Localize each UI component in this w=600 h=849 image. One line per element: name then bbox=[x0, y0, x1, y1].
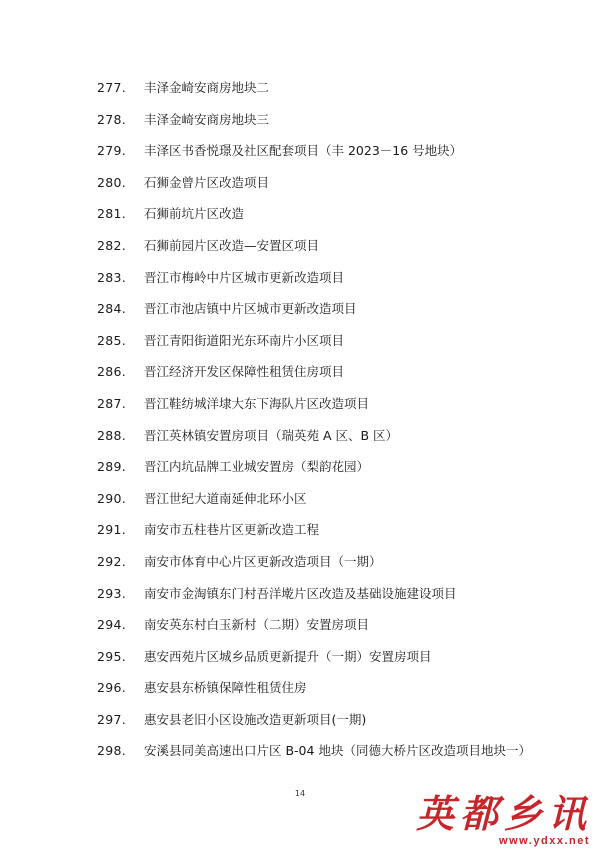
list-item bbox=[0, 173, 600, 205]
item-text: 丰泽区书香悦璟及社区配套项目（丰 2023－16 号地块） bbox=[144, 143, 463, 159]
list-item bbox=[0, 110, 600, 142]
list-item bbox=[0, 362, 600, 394]
item-text: 晋江青阳街道阳光东环南片小区项目 bbox=[144, 332, 345, 348]
item-text: 惠安西苑片区城乡品质更新提升（一期）安置房项目 bbox=[144, 648, 432, 664]
project-list bbox=[0, 78, 600, 773]
item-number: 286. bbox=[97, 364, 127, 380]
item-number: 285. bbox=[97, 332, 127, 348]
item-number: 280. bbox=[97, 174, 127, 190]
item-text: 石狮前坑片区改造 bbox=[144, 206, 245, 222]
item-number: 295. bbox=[97, 648, 127, 664]
list-item bbox=[0, 457, 600, 489]
list-item bbox=[0, 299, 600, 331]
list-item bbox=[0, 678, 600, 710]
list-item bbox=[0, 78, 600, 110]
item-text: 石狮前园片区改造—安置区项目 bbox=[144, 237, 320, 253]
item-number: 287. bbox=[97, 395, 127, 411]
item-text: 丰泽金崎安商房地块三 bbox=[144, 111, 270, 127]
page-number: 14 bbox=[294, 789, 306, 798]
list-item bbox=[0, 141, 600, 173]
item-number: 291. bbox=[97, 522, 127, 538]
item-number: 282. bbox=[97, 237, 127, 253]
item-number: 279. bbox=[97, 143, 127, 159]
item-text: 惠安县东桥镇保障性租赁住房 bbox=[144, 680, 307, 696]
item-number: 292. bbox=[97, 553, 127, 569]
item-number: 278. bbox=[97, 111, 127, 127]
list-item bbox=[0, 552, 600, 584]
watermark bbox=[415, 779, 600, 849]
item-number: 281. bbox=[97, 206, 127, 222]
list-item bbox=[0, 331, 600, 363]
item-text: 晋江市梅岭中片区城市更新改造项目 bbox=[144, 269, 345, 285]
item-text: 晋江世纪大道南延伸北环小区 bbox=[144, 490, 307, 506]
item-text: 南安市五柱巷片区更新改造工程 bbox=[144, 522, 320, 538]
watermark-url: www.ydxx.net bbox=[499, 835, 590, 847]
item-number: 293. bbox=[97, 585, 127, 601]
item-text: 南安市金淘镇东门村吾洋墘片区改造及基础设施建设项目 bbox=[144, 585, 457, 601]
item-text: 晋江英林镇安置房项目（瑞英苑 A 区、B 区） bbox=[144, 427, 399, 443]
item-number: 294. bbox=[97, 617, 127, 633]
item-number: 284. bbox=[97, 301, 127, 317]
list-item bbox=[0, 647, 600, 679]
list-item bbox=[0, 520, 600, 552]
list-item bbox=[0, 710, 600, 742]
list-item bbox=[0, 426, 600, 458]
list-item bbox=[0, 394, 600, 426]
item-text: 晋江经济开发区保障性租赁住房项目 bbox=[144, 364, 345, 380]
item-number: 297. bbox=[97, 711, 127, 727]
item-text: 石狮金曾片区改造项目 bbox=[144, 174, 270, 190]
item-text: 安溪县同美高速出口片区 B-04 地块（同德大桥片区改造项目地块一） bbox=[144, 743, 531, 759]
item-text: 惠安县老旧小区设施改造更新项目(一期) bbox=[144, 711, 367, 727]
item-text: 晋江市池店镇中片区城市更新改造项目 bbox=[144, 301, 357, 317]
item-number: 283. bbox=[97, 269, 127, 285]
list-item bbox=[0, 268, 600, 300]
list-item bbox=[0, 236, 600, 268]
item-number: 296. bbox=[97, 680, 127, 696]
list-item bbox=[0, 489, 600, 521]
item-number: 298. bbox=[97, 743, 127, 759]
list-item bbox=[0, 741, 600, 773]
item-number: 288. bbox=[97, 427, 127, 443]
item-text: 丰泽金崎安商房地块二 bbox=[144, 80, 270, 95]
item-number: 289. bbox=[97, 459, 127, 475]
item-text: 晋江鞋纺城洋埭大东下海队片区改造项目 bbox=[144, 395, 370, 411]
watermark-logo: 英都乡讯 bbox=[415, 791, 592, 836]
list-item bbox=[0, 584, 600, 616]
item-text: 南安市体育中心片区更新改造项目（一期） bbox=[144, 553, 382, 569]
item-number: 277. bbox=[97, 80, 127, 95]
list-item bbox=[0, 204, 600, 236]
item-text: 南安英东村白玉新村（二期）安置房项目 bbox=[144, 617, 370, 633]
list-item bbox=[0, 615, 600, 647]
item-number: 290. bbox=[97, 490, 127, 506]
item-text: 晋江内坑品牌工业城安置房（梨韵花园） bbox=[144, 459, 370, 475]
